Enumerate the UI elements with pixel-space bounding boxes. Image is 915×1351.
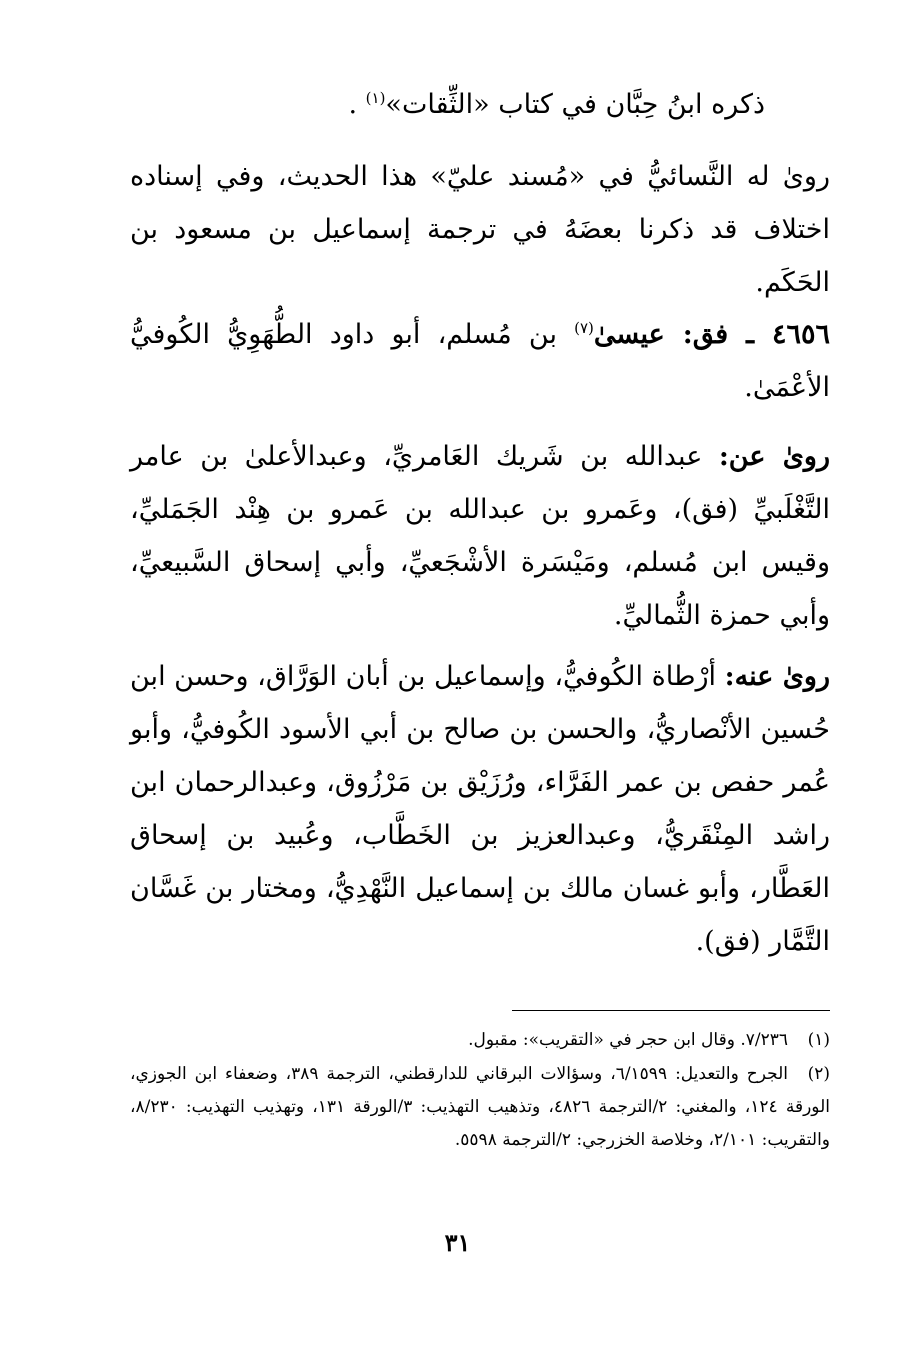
page-number: ٣١ bbox=[444, 1228, 471, 1257]
paragraph-ibn-hibban bbox=[130, 78, 765, 131]
footnote-reference: (١) bbox=[365, 89, 386, 107]
footnote-text: الجرح والتعديل: ٦/١٥٩٩، وسؤالات البرقاني للدارقطني، الترجمة ٣٨٩، وضعفاء ابن الجوزي، الورقة ١٢٤، والمغني: ٢/الترجمة ٤٨٢٦، وتذهيب التهذيب: ٣/الورقة ١٣١، وتهذيب التهذيب: ٨/٢٣٠، والتقريب: ٢/١٠١، وخلاصة الخزرجي: ٢/الترجمة ٥٥٩٨. bbox=[130, 1064, 830, 1150]
narrated-from-list: عبدالله بن شَريك العَامريِّ، وعبدالأعلىٰ بن عامر التَّغْلَبيِّ (فق)، وعَمرو بن عبدالله بن عَمرو بن هِنْد الجَمَليِّ، وقيس ابن مُسلم، ومَيْسَرة الأشْجَعيِّ، وأبي إسحاق السَّبيعيِّ، وأبي حمزة الثُّماليِّ. bbox=[130, 441, 830, 631]
narrated-from-paragraph bbox=[130, 430, 830, 642]
footnote-text: ٧/٢٣٦. وقال ابن حجر في «التقريب»: مقبول. bbox=[468, 1030, 788, 1050]
footnote-number: (١) bbox=[807, 1030, 830, 1050]
narrated-by-paragraph bbox=[130, 650, 830, 968]
footnote-divider bbox=[512, 1010, 830, 1011]
narrated-by-list: أرْطاة الكُوفيُّ، وإسماعيل بن أبان الوَرَّاق، وحسن ابن حُسين الأنْصاريُّ، والحسن بن صالح بن أبي الأسود الكُوفيُّ، وأبو عُمر حفص بن عمر الفَرَّاء، ورُزَيْق بن مَرْزُوق، وعبدالرحمان ابن راشد المِنْقَريُّ، وعبدالعزيز بن الخَطَّاب، وعُبيد بن إسحاق العَطَّار، وأبو غسان مالك بن إسماعيل النَّهْدِيُّ، ومختار بن غَسَّان التَّمَّار (فق). bbox=[130, 661, 830, 957]
footnote bbox=[130, 1024, 830, 1057]
entry-number-name: ٤٦٥٦ ـ فق: عيسىٰ bbox=[593, 319, 830, 350]
paragraph-text: روىٰ له النَّسائيُّ في «مُسند عليّ» هذا الحديث، وفي إسناده اختلاف قد ذكرنا بعضَهُ في ترجمة إسماعيل بن مسعود بن الحَكَم. bbox=[130, 161, 830, 298]
biography-entry-heading bbox=[130, 308, 830, 414]
paragraph-text: ذكره ابنُ حِبَّان في كتاب «الثِّقات» bbox=[385, 89, 765, 120]
footnote-reference: (٧) bbox=[574, 319, 594, 337]
footnote bbox=[130, 1058, 830, 1157]
entry-name-rest: بن مُسلم، أبو داود الطُّهَوِيُّ الكُوفيُّ الأعْمَىٰ. bbox=[130, 319, 830, 403]
paragraph-nasai bbox=[130, 150, 830, 309]
footnote-number: (٢) bbox=[807, 1064, 830, 1084]
narrated-by-label: روىٰ عنه: bbox=[724, 661, 831, 692]
paragraph-tail: . bbox=[348, 89, 366, 120]
narrated-from-label: روىٰ عن: bbox=[718, 441, 830, 472]
